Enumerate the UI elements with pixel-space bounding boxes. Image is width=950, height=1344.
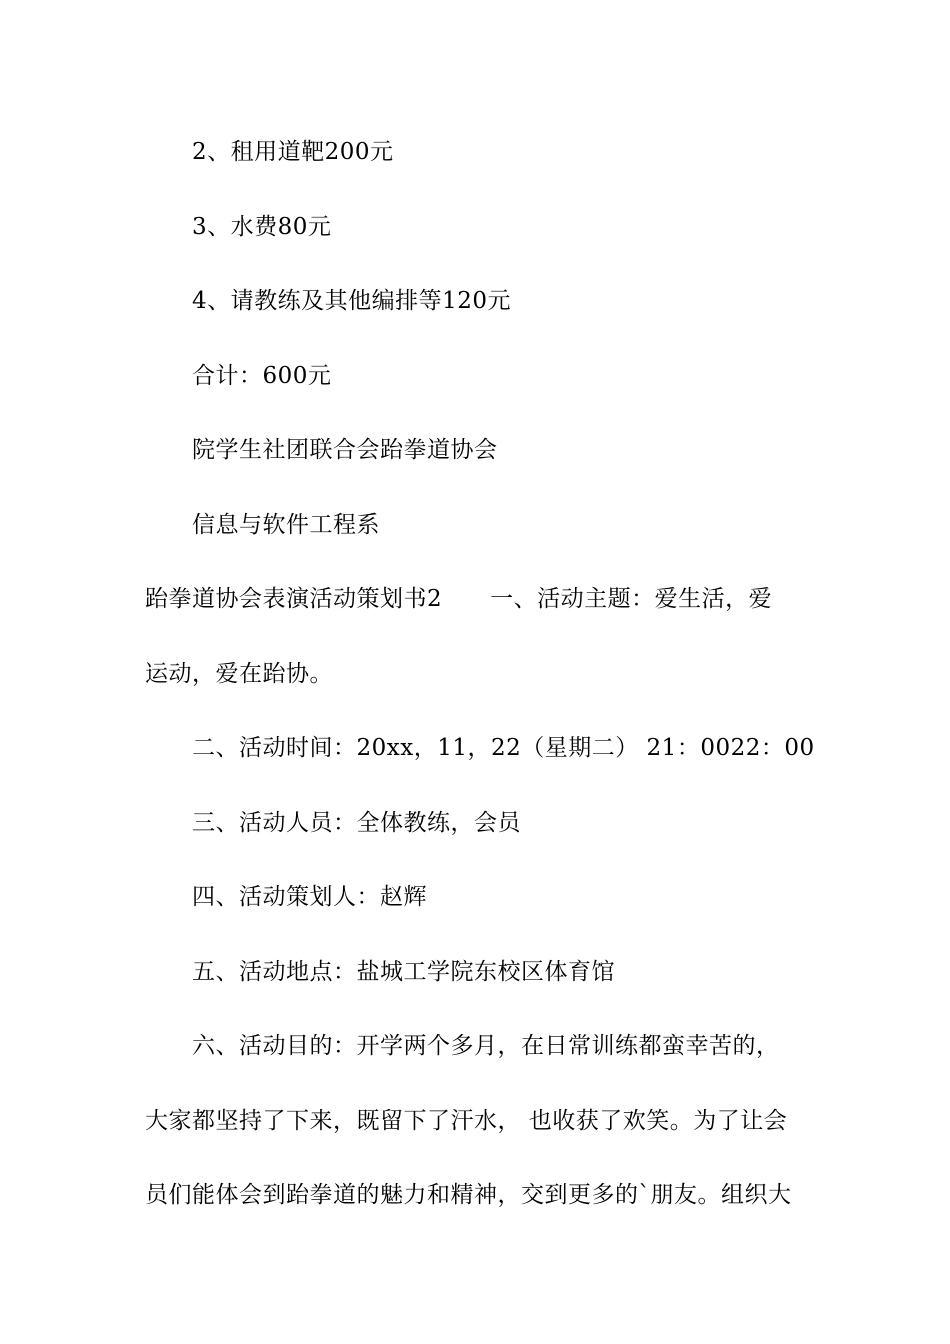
activity-purpose: 六、活动目的：开学两个多月，在日常训练都蛮幸苦的，: [192, 1033, 780, 1059]
plan-title: 跆拳道协会表演活动策划书2: [145, 586, 443, 612]
organizer-name: 院学生社团联合会跆拳道协会: [192, 437, 498, 463]
budget-item-3: 3、水费80元: [192, 214, 332, 240]
budget-total: 合计：600元: [192, 363, 332, 389]
activity-location: 五、活动地点：盐城工学院东校区体育馆: [192, 959, 615, 985]
activity-planner: 四、活动策划人：赵辉: [192, 884, 427, 910]
activity-purpose-line-2: 大家都坚持了下来，既留下了汗水， 也收获了欢笑。为了让会: [145, 1108, 788, 1134]
activity-participants: 三、活动人员：全体教练，会员: [192, 810, 521, 836]
budget-item-2: 2、租用道靶200元: [192, 139, 394, 165]
budget-item-4: 4、请教练及其他编排等120元: [192, 288, 512, 314]
section-heading-line: [145, 584, 772, 614]
activity-purpose-line-3: 员们能体会到跆拳道的魅力和精神，交到更多的`朋友。组织大: [145, 1182, 792, 1208]
activity-theme-continued: 运动，爱在跆协。: [145, 661, 333, 687]
activity-theme: 一、活动主题：爱生活，爱: [490, 586, 773, 612]
activity-time: 二、活动时间：20xx，11，22（星期二） 21：0022：00: [192, 735, 815, 761]
department-name: 信息与软件工程系: [192, 512, 380, 538]
